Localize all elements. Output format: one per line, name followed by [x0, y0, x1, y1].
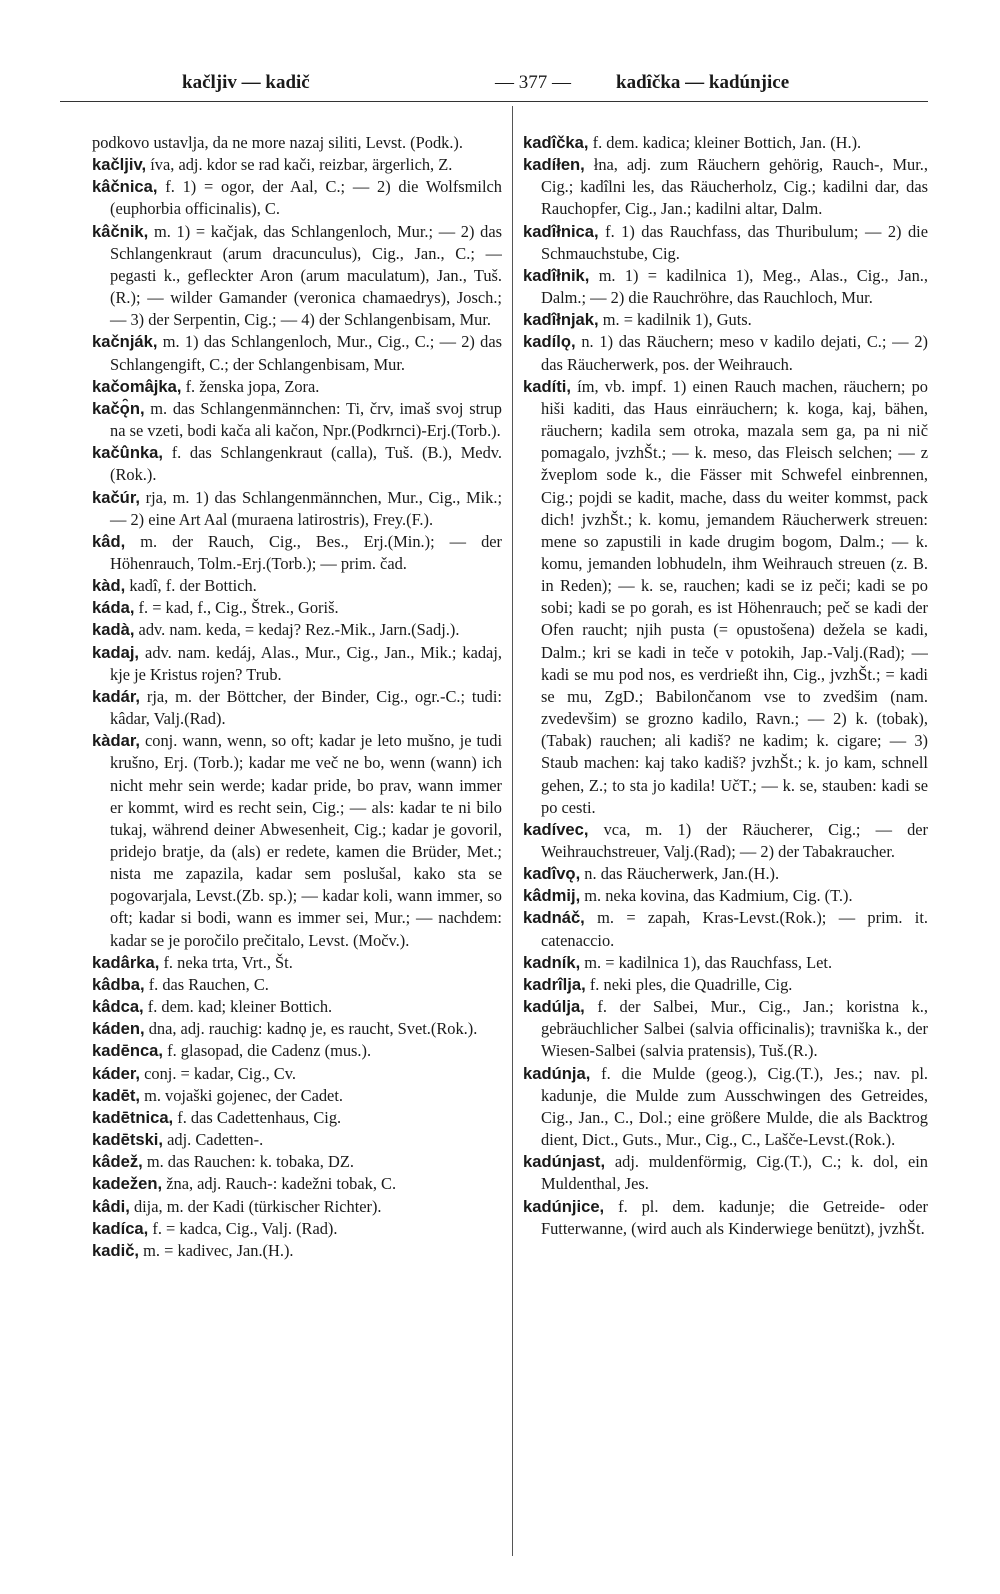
dictionary-entry: [92, 531, 502, 575]
dictionary-entry: [523, 974, 928, 996]
entry-definition: adj. Cadetten-.: [167, 1130, 264, 1150]
dictionary-entry: [523, 265, 928, 309]
entry-definition: žna, adj. Rauch-: kadežni tobak, C.: [166, 1174, 397, 1194]
header-rule: [60, 101, 928, 102]
dictionary-entry: [92, 996, 502, 1018]
entry-headword: kadârka,: [92, 952, 160, 972]
entry-headword: kâdca,: [92, 997, 144, 1017]
entry-headword: kâd,: [92, 531, 126, 551]
entry-headword: kadežen,: [92, 1174, 163, 1194]
entry-headword: kâčnica,: [92, 177, 158, 197]
entry-headword: kačljiv,: [92, 155, 147, 175]
entry-definition: m. das Schlangenmännchen: Ti, črv, imaš svoj strup na se vzeti, bodi kača ali kačon, Npr.(Podkrnci)-Erj.(Torb.).: [110, 398, 502, 441]
dictionary-entry: [92, 1196, 502, 1218]
dictionary-entry: [92, 730, 502, 952]
dictionary-entry: [92, 1018, 502, 1040]
dictionary-entry: [92, 1173, 502, 1195]
entry-headword: kadētnica,: [92, 1107, 174, 1127]
entry-headword: kadúnjast,: [523, 1152, 606, 1172]
entry-headword: kadîvǫ,: [523, 864, 581, 884]
entry-definition: f. neki ples, die Quadrille, Cig.: [589, 974, 793, 994]
entry-headword: kadîčka,: [523, 133, 589, 152]
entry-headword: kadíłen,: [523, 155, 585, 175]
dictionary-entry: [92, 619, 502, 641]
entry-definition: łna, adj. zum Räuchern gehörig, Rauch-, Mur., Cig.; kadîlni les, das Räucherholz, Cig.; kadilni dar, das Rauchopfer, Cig., Jan.; kadilni altar, Dalm.: [541, 155, 928, 219]
entry-headword: kàd,: [92, 576, 126, 596]
entry-definition: f. der Salbei, Mur., Cig., Jan.; koristna k., gebräuchlicher Salbei (salvia officinalis); travniška k., der Wiesen-Salbei (salvia pratensis), Tuš.(R.).: [541, 997, 928, 1061]
dictionary-entry: [92, 1151, 502, 1173]
entry-definition: ím, vb. impf. 1) einen Rauch machen, räuchern; po hiši kaditi, das Haus einräuchern; k. koga, kaj, bähen, räuchern; kadila sem otroka, mazala sem ga, pa ni nič pomagalo, jvzhŠt.; — k. meso, das Fleisch selchen; — z žveplom sode k., die Fässer mit Schwefel einbrennen, Cig.; pojdi se kadit, mache, dass du weiter kommst, pack dich! jvzhŠt.; k. komu, jemandem Räucherwerk streuen: mene so zapustili in kade drugim bogom, Dalm.; — k. komu, jemanden lobhudeln, ihm Weihrauch streuen (z. B. in Reden); — k. se, rauchen; kadi se iz peči; kadi se po sobi; kadi se po gorah, es ist Höhenrauch; peč se kadi der Ofen raucht; njih pusta (= opustošena) dežela se kadi, Dalm.; kri se kadi in teče v potokih, Jap.-Valj.(Rad); — kadi se mu pod nos, es verdrießt ihn, Cig., jvzhŠt.; = kadi se mu, ZgD.; Babilončanom vse to zvedšim (nam. zvedevšim) se grozno kadilo, Ravn.; — 2) k. (tobak), (Tabak) rauchen; ali kadiš? ne kadim; k. cigare; — 3) Staub machen: kaj tako kadiš? jvzhŠt.; k. jo kam, schnell gehen, Z.; to sta jo kadila! UčT.; — k. se, stauben: kadi se po cesti.: [541, 376, 928, 817]
entry-definition: m. = kadilnik 1), Guts.: [602, 310, 752, 330]
entry-definition: f. dem. kad; kleiner Bottich.: [147, 997, 333, 1017]
entry-definition: conj. = kadar, Cig., Cv.: [144, 1063, 296, 1083]
dictionary-entry: [92, 1085, 502, 1107]
dictionary-entry: [523, 1151, 928, 1195]
entry-headword: kadēt,: [92, 1085, 140, 1105]
dictionary-entry: [92, 686, 502, 730]
entry-definition: adv. nam. kedáj, Alas., Mur., Cig., Jan., Mik.; kadaj, kje je Kristus rojen? Trub.: [110, 642, 502, 684]
entry-headword: kačúr,: [92, 487, 140, 507]
entry-definition: m. = kadivec, Jan.(H.).: [143, 1240, 294, 1260]
entry-definition: f. ženska jopa, Zora.: [185, 376, 320, 396]
dictionary-entry: [92, 1218, 502, 1240]
entry-definition: rja, m. 1) das Schlangenmännchen, Mur., Cig., Mik.; — 2) eine Art Aal (muraena latirostris), Frey.(F.).: [110, 487, 502, 529]
entry-definition: f. = kadca, Cig., Valj. (Rad).: [152, 1218, 338, 1238]
entry-headword: kadúnjice,: [523, 1196, 605, 1216]
entry-headword: kàdar,: [92, 731, 140, 751]
entry-headword: kačomâjka,: [92, 376, 182, 396]
entry-headword: kadaj,: [92, 642, 140, 662]
entry-definition: íva, adj. kdor se rad kači, reizbar, ärgerlich, Z.: [150, 155, 453, 175]
dictionary-entry: [92, 642, 502, 686]
entry-definition: m. 1) = kačjak, das Schlangenloch, Mur.; — 2) das Schlangenkraut (arum dracunculus), Cig., Jan., C.; — pegasti k., gefleckter Aron (arum maculatum), Jan., Tuš. (R.); — wilder Gamander (veronica chamaedrys), Josch.; — 3) der Serpentin, Cig.; — 4) der Schlangenbisam, Mur.: [110, 221, 502, 330]
entry-definition: adj. muldenförmig, Cig.(T.), C.; k. dol, ein Muldenthal, Jes.: [541, 1152, 928, 1194]
entry-headword: kačnják,: [92, 332, 158, 352]
entry-definition: f. das Schlangenkraut (calla), Tuš. (B.), Medv.(Rok.).: [110, 443, 502, 485]
dictionary-entry: [523, 331, 928, 375]
entry-headword: kačǫ̑n,: [92, 398, 145, 418]
dictionary-entry: [523, 221, 928, 265]
entry-headword: kadētski,: [92, 1130, 164, 1150]
entry-definition: m. neka kovina, das Kadmium, Cig. (T.).: [584, 886, 853, 906]
dictionary-entry: [92, 597, 502, 619]
entry-definition: m. der Rauch, Cig., Bes., Erj.(Min.); — der Höhenrauch, Tolm.-Erj.(Torb.); — prim. čad.: [110, 531, 502, 573]
left-column: [92, 132, 502, 1572]
dictionary-entry: [523, 863, 928, 885]
entry-headword: káden,: [92, 1019, 145, 1039]
entry-headword: kadič,: [92, 1240, 140, 1260]
entry-headword: kâdmij,: [523, 886, 581, 906]
dictionary-entry: [92, 176, 502, 220]
dictionary-entry: [523, 996, 928, 1062]
entry-definition: f. dem. kadica; kleiner Bottich, Jan. (H.).: [592, 133, 862, 152]
dictionary-entry: [523, 154, 928, 220]
dictionary-entry: [92, 1240, 502, 1262]
entry-definition: f. 1) = ogor, der Aal, C.; — 2) die Wolfsmilch (euphorbia officinalis), C.: [110, 177, 502, 219]
entry-definition: vca, m. 1) der Räucherer, Cig.; — der Weihrauchstreuer, Valj.(Rad); — 2) der Tabakraucher.: [541, 819, 928, 861]
entry-headword: káder,: [92, 1063, 140, 1083]
entry-definition: m. = kadilnica 1), das Rauchfass, Let.: [584, 952, 833, 972]
entry-definition: rja, m. der Böttcher, der Binder, Cig., ogr.-C.; tudi: kâdar, Valj.(Rad).: [110, 686, 502, 729]
entry-definition: dna, adj. rauchig: kadnǫ je, es raucht, Svet.(Rok.).: [148, 1019, 478, 1039]
entry-definition: f. 1) das Rauchfass, das Thuribulum; — 2) die Schmauchstube, Cig.: [541, 221, 928, 263]
header-left-guideword: kačljiv — kadič: [182, 72, 310, 93]
entry-headword: kâčnik,: [92, 221, 149, 241]
entry-headword: kadîłnik,: [523, 265, 590, 285]
entry-definition: adv. nam. keda, = kedaj? Rez.-Mik., Jarn.(Sadj.).: [138, 620, 460, 640]
entry-definition: m. das Rauchen: k. tobaka, DZ.: [146, 1152, 354, 1172]
page-number: — 377 —: [495, 72, 571, 93]
entry-headword: kadà,: [92, 620, 135, 640]
entry-definition: m. = zapah, Kras-Levst.(Rok.); — prim. it. catenaccio.: [541, 908, 928, 950]
entry-headword: kadíti,: [523, 376, 571, 396]
entry-headword: kâdba,: [92, 974, 145, 994]
entry-headword: kadár,: [92, 686, 140, 706]
entry-definition: m. 1) = kadilnica 1), Meg., Alas., Cig., Jan., Dalm.; — 2) die Rauchröhre, das Rauchloch, Mur.: [541, 265, 928, 308]
column-divider: [512, 106, 513, 1556]
dictionary-entry: [92, 487, 502, 531]
entry-headword: kadrîlja,: [523, 974, 586, 994]
dictionary-entry: [92, 376, 502, 398]
entry-definition: dija, m. der Kadi (türkischer Richter).: [133, 1196, 382, 1216]
entry-definition: f. das Rauchen, C.: [148, 974, 269, 994]
dictionary-entry: [92, 154, 502, 176]
page-header: [60, 66, 928, 96]
entry-definition: f. glasopad, die Cadenz (mus.).: [167, 1041, 372, 1061]
header-right-guideword: kadîčka — kadúnjice: [616, 72, 790, 93]
dictionary-entry: [92, 575, 502, 597]
dictionary-entry: [523, 1196, 928, 1240]
dictionary-entry: [523, 132, 928, 154]
entry-definition: f. neka trta, Vrt., Št.: [163, 952, 293, 972]
dictionary-entry: [92, 1063, 502, 1085]
entry-headword: kadîłnica,: [523, 221, 599, 241]
entry-definition: m. vojaški gojenec, der Cadet.: [144, 1085, 343, 1105]
entry-definition: f. = kad, f., Cig., Štrek., Goriš.: [138, 598, 339, 618]
dictionary-entry: [523, 907, 928, 951]
entry-headword: kadíca,: [92, 1218, 149, 1238]
entry-headword: kadúnja,: [523, 1063, 591, 1083]
entry-headword: kâdež,: [92, 1152, 143, 1172]
entry-definition: podkovo ustavlja, da ne more nazaj siliti, Levst. (Podk.).: [92, 133, 463, 152]
dictionary-entry: [523, 819, 928, 863]
entry-definition: m. 1) das Schlangenloch, Mur., Cig., C.; — 2) das Schlangengift, C.; der Schlangenbisam, Mur.: [110, 332, 502, 374]
entry-definition: n. das Räucherwerk, Jan.(H.).: [584, 864, 780, 884]
entry-headword: kadílǫ,: [523, 332, 576, 352]
entry-definition: f. pl. dem. kadunje; die Getreide- oder Futterwanne, (wird auch als Kinderwiege benützt), jvzhŠt.: [541, 1196, 928, 1238]
entry-headword: kadník,: [523, 952, 581, 972]
entry-headword: kadnáč,: [523, 908, 585, 928]
entry-headword: kačûnka,: [92, 443, 164, 463]
dictionary-entry: [92, 1129, 502, 1151]
dictionary-entry: [92, 952, 502, 974]
dictionary-entry: [523, 309, 928, 331]
dictionary-entry: [523, 1063, 928, 1152]
dictionary-entry: [92, 132, 502, 154]
right-column: [523, 132, 928, 1572]
dictionary-entry: [92, 1107, 502, 1129]
dictionary-entry: [523, 885, 928, 907]
entry-headword: káda,: [92, 598, 135, 618]
dictionary-entry: [92, 974, 502, 996]
dictionary-entry: [92, 1040, 502, 1062]
entry-headword: kadívec,: [523, 819, 589, 839]
dictionary-entry: [92, 442, 502, 486]
entry-headword: kadúlja,: [523, 997, 585, 1017]
dictionary-entry: [92, 331, 502, 375]
entry-headword: kadēnca,: [92, 1041, 164, 1061]
entry-definition: n. 1) das Räuchern; meso v kadilo dejati, C.; — 2) das Räucherwerk, pos. der Weihrauch.: [541, 332, 928, 374]
entry-definition: conj. wann, wenn, so oft; kadar je leto mušno, je tudi krušno, Erj. (Torb.); kadar me več ne bo, wenn (wann) ich nicht mehr sein werde; kadar pride, bo prav, wann immer er kommt, wird es recht sein, Cig.; — als: kadar te ni bilo tukaj, während deiner Abwesenheit, Cig.; kadar je govoril, pridejo bratje, da (als) er redete, kamen die Brüder, Met.; nista me zapazila, kadar sem poslušal, kako sta se pogovarjala, Levst.(Zb. sp.); — kadar koli, wann immer, so oft; kadar si bodi, wann es immer sei, Mur.; — nachdem: kadar se je poročilo prečitalo, Levst. (Močv.).: [110, 731, 502, 950]
entry-definition: kadî, f. der Bottich.: [129, 576, 257, 596]
entry-headword: kadîłnjak,: [523, 310, 599, 330]
dictionary-entry: [523, 952, 928, 974]
dictionary-entry: [523, 376, 928, 819]
entry-headword: kâdi,: [92, 1196, 130, 1216]
dictionary-entry: [92, 221, 502, 332]
dictionary-entry: [92, 398, 502, 442]
entry-definition: f. die Mulde (geog.), Cig.(T.), Jes.; nav. pl. kadunje, die Mulde zum Ausschwingen des Getreides, Cig., Jan., C., Dol.; eine größere Mulde, die als Backtrog dient, Dict., Guts., Mur., Cig., C., Lašče-Levst.(Rok.).: [541, 1063, 928, 1150]
entry-definition: f. das Cadettenhaus, Cig.: [177, 1107, 342, 1127]
